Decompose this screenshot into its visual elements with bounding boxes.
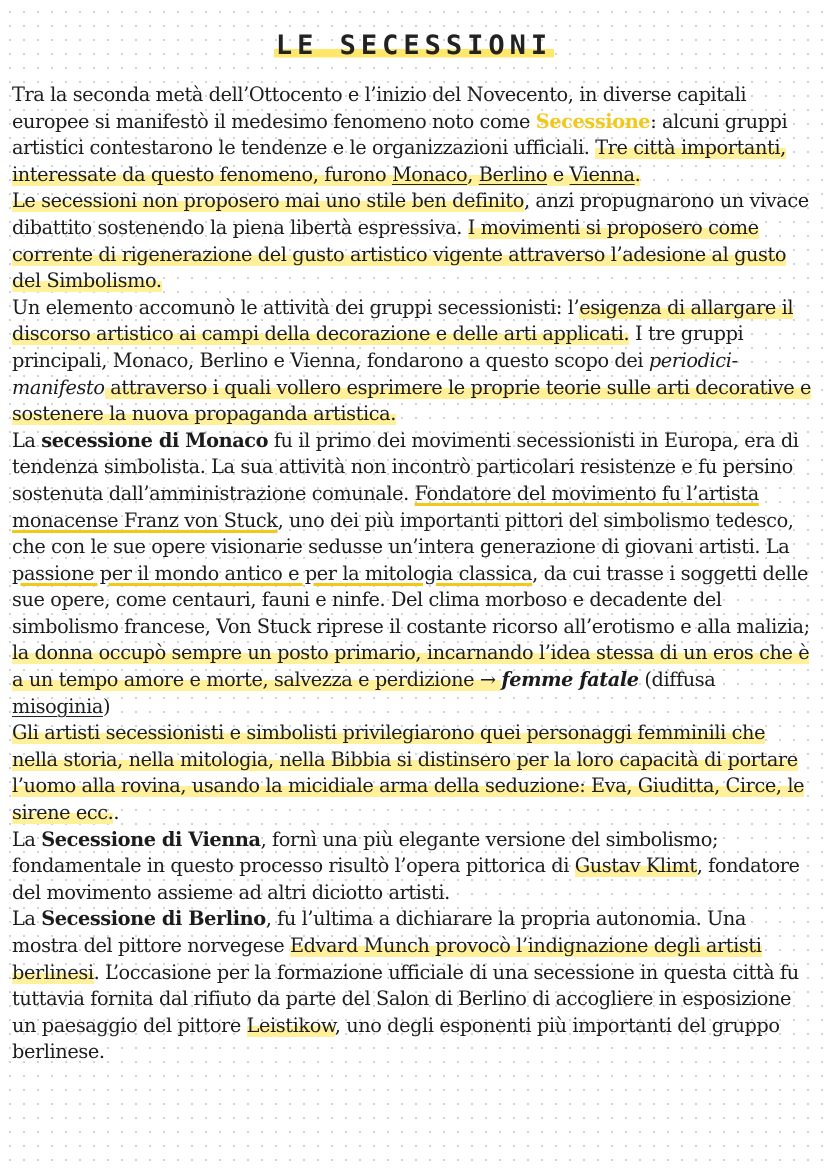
paragraph-berlino: La Secessione di Berlino, fu l’ultima a dichiarare la propria autonomia. Una mostra del pittore norvegese Edvard Munch provocò l’indignazione degli artisti berlinesi. L’occasione per la formazione ufficiale di una secessione in questa città fu tuttavia fornita dal rifiuto da parte del Salon di Berlino di accogliere in esposizione un paesaggio del pittore Leistikow, uno degli esponenti più importanti del gruppo berlinese. bbox=[12, 907, 799, 1064]
document-body bbox=[12, 82, 812, 1066]
page-title: LE SECESSIONI bbox=[275, 30, 553, 61]
paragraph-monaco: La secessione di Monaco fu il primo dei movimenti secessionisti in Europa, era di tendenza simbolista. La sua attività non incontrò particolari resistenze e fu persino sostenuta dall’amministrazione comunale. Fondatore del movimento fu l’artista monacense Franz von Stuck, uno dei più importanti pittori del simbolismo tedesco, che con le sue opere visionarie sedusse un’intera generazione di giovani artisti. La passione per il mondo antico e per la mitologia classica, da cui trasse i soggetti delle sue opere, come centauri, fauni e ninfe. Del clima morboso e decadente del simbolismo francese, Von Stuck riprese il costante ricorso all’erotismo e alla malizia; la donna occupò sempre un posto primario, incarnando l’idea stessa di un eros che è a un tempo amore e morte, salvezza e perdizione → femme fatale (diffusa misoginia) bbox=[12, 428, 810, 718]
keyword-secessione: Secessione bbox=[535, 109, 651, 133]
paragraph-decorative-arts: Un elemento accomunò le attività dei gruppi secessionisti: l’esigenza di allargare il discorso artistico ai campi della decorazione e delle arti applicati. I tre gruppi principali, Monaco, Berlino e Vienna, fondarono a questo scopo dei periodici-manifesto attraverso i quali vollero esprimere le proprie teorie sulle arti decorative e sostenere la nuova propaganda artistica. bbox=[12, 295, 812, 426]
highlight: Tre città importanti, interessate da questo fenomeno, furono Monaco, Berlino e Vienna. bbox=[12, 136, 786, 186]
paragraph-vienna: La Secessione di Vienna, fornì una più elegante versione del simbolismo; fondamentale in questo processo risultò l’opera pittorica di Gustav Klimt, fondatore del movimento assieme ad altri diciotto artisti. bbox=[12, 827, 800, 904]
paragraph-styles: Le secessioni non proposero mai uno stile ben definito, anzi propugnarono un vivace dibattito sostenendo la piena libertà espressiva. I movimenti si proposero come corrente di rigenerazione del gusto artistico vigente attraverso l’adesione al gusto del Simbolismo. bbox=[12, 189, 809, 293]
paragraph-femme-fatale: Gli artisti secessionisti e simbolisti privilegiarono quei personaggi femminili che nella storia, nella mitologia, nella Bibbia si distinsero per la loro capacità di portare l’uomo alla rovina, usando la micidiale arma della seduzione: Eva, Giuditta, Circe, le sirene ecc.. bbox=[12, 721, 805, 825]
paragraph-intro: Tra la seconda metà dell’Ottocento e l’inizio del Novecento, in diverse capitali europee si manifestò il medesimo fenomeno noto come Secessione: alcuni gruppi artistici contestarono le tendenze e le organizzazioni ufficiali. Tre città importanti, interessate da questo fenomeno, furono Monaco, Berlino e Vienna. bbox=[12, 83, 788, 186]
